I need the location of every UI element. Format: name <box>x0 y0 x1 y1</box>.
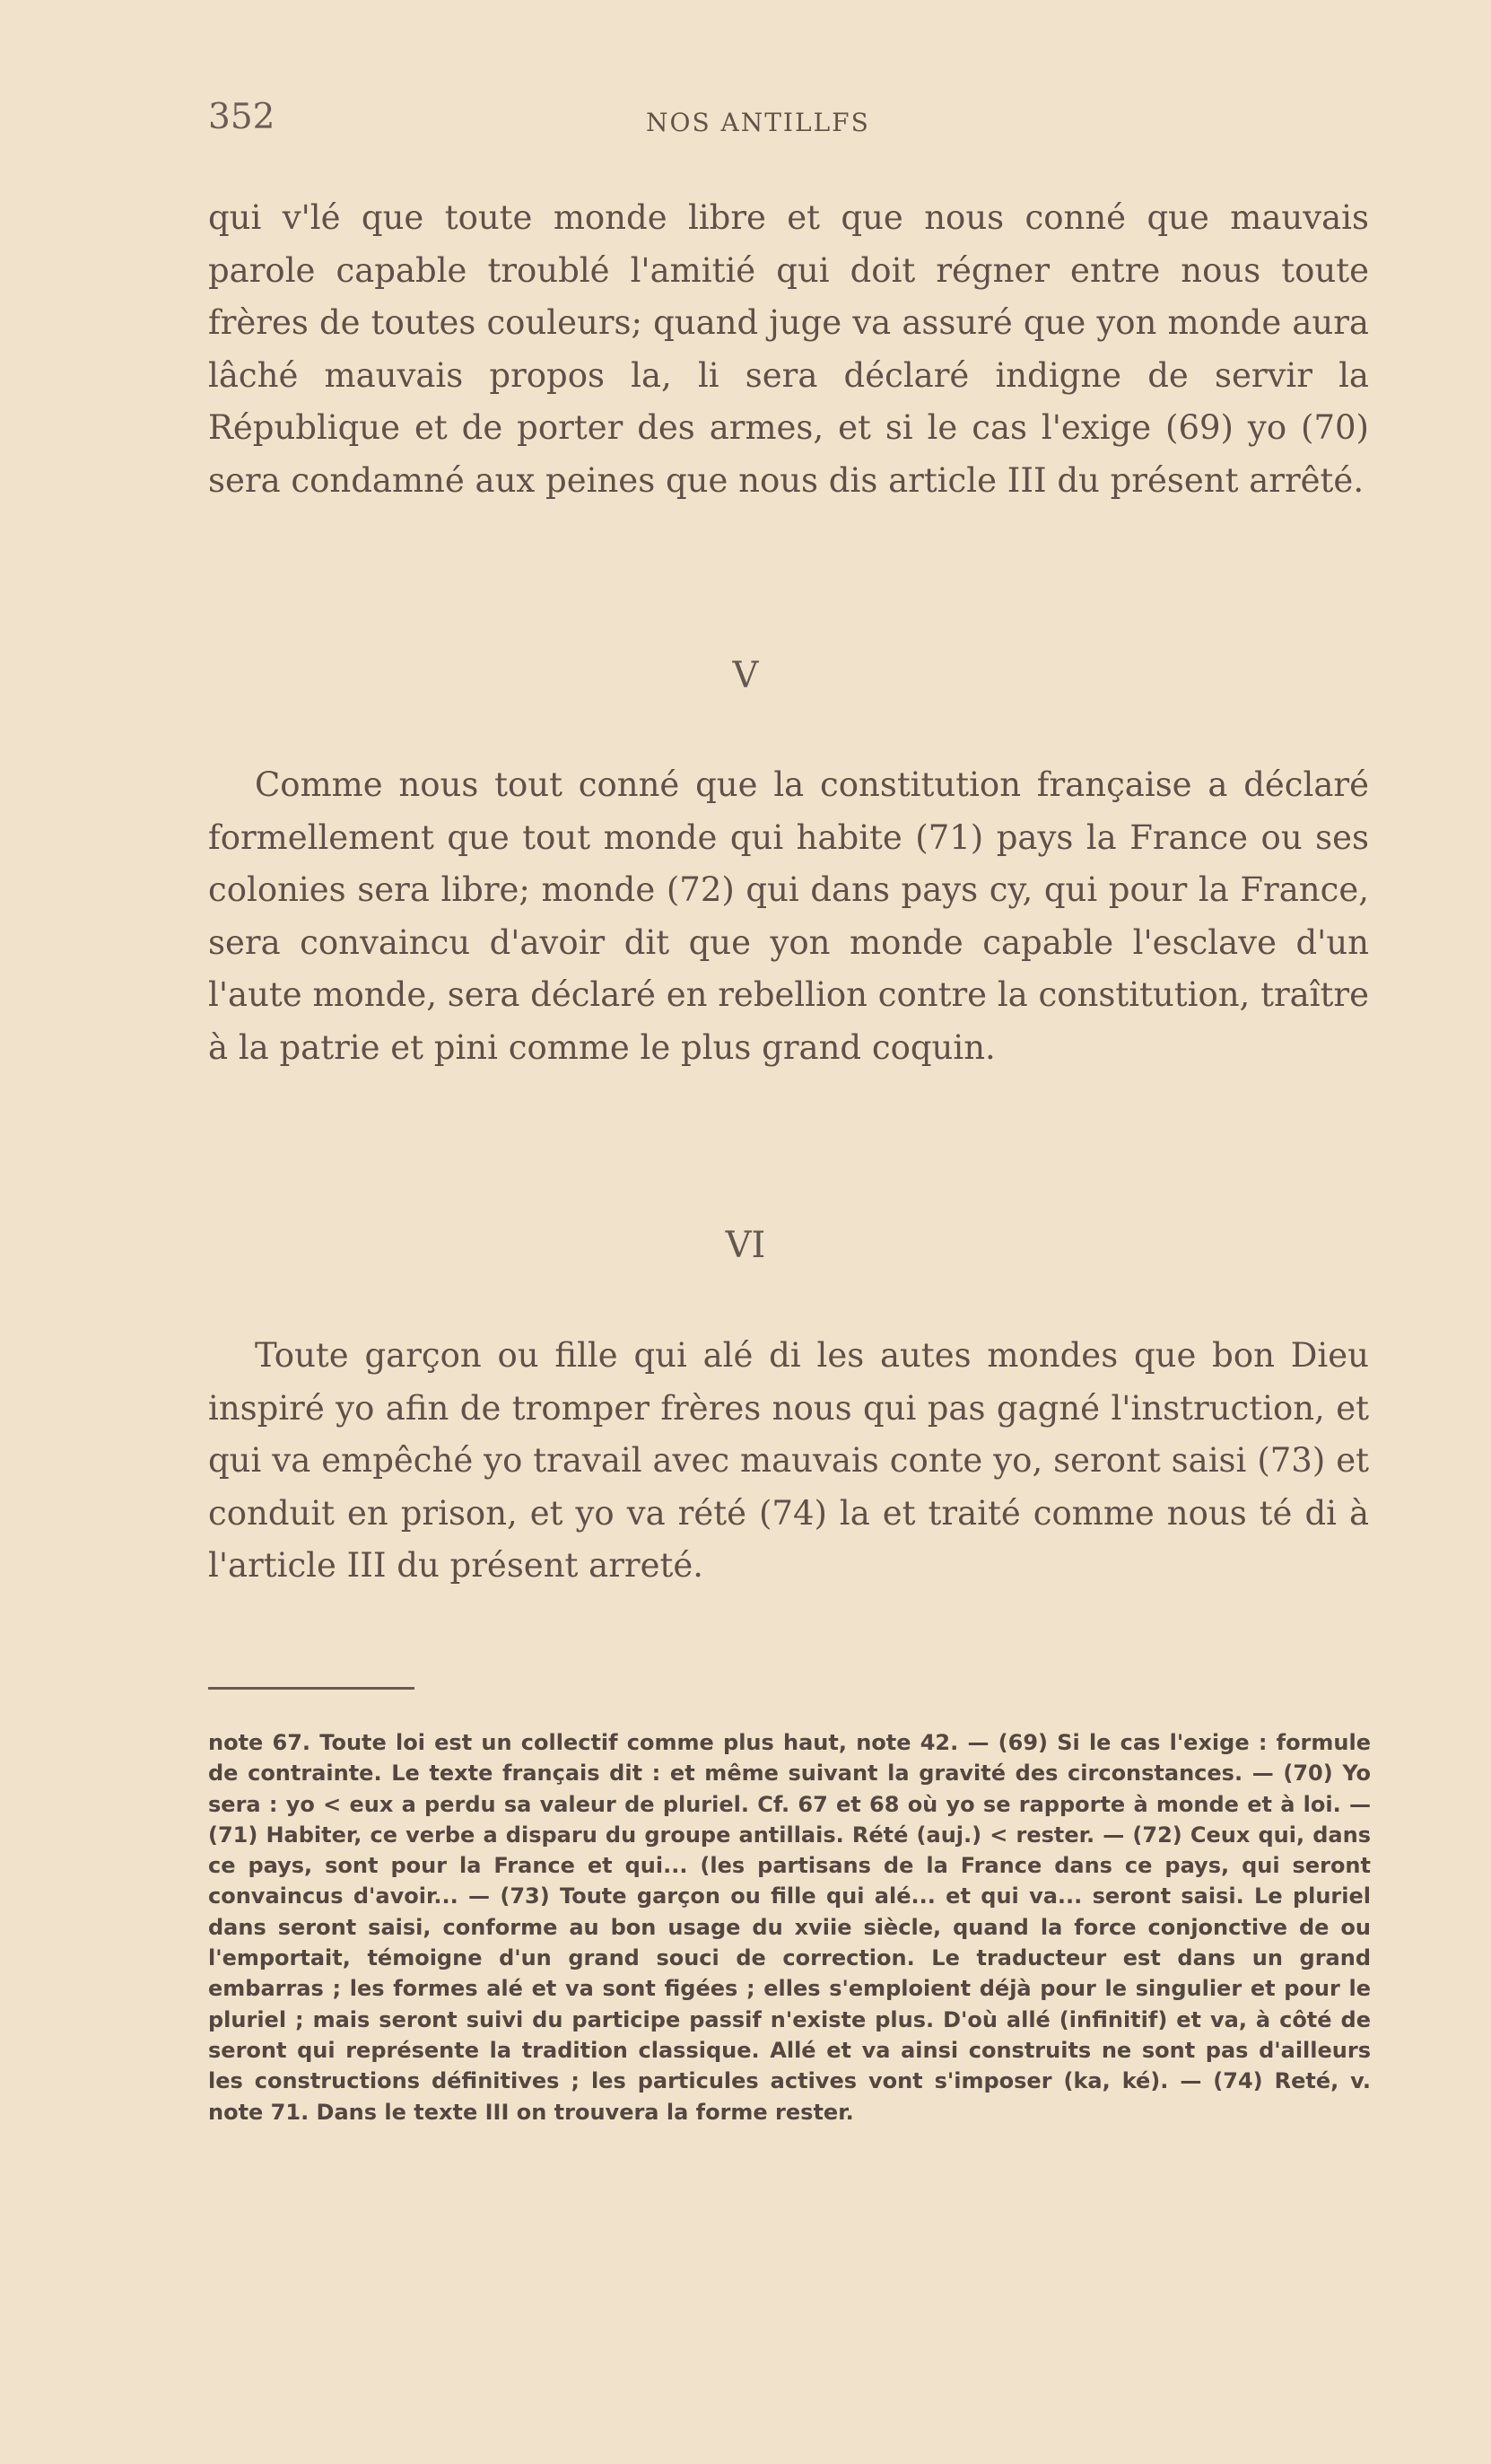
paragraph-section-v: Comme nous tout conné que la constitution française a déclaré formellement que tout monde qui habite (71) pays la France ou ses colonies sera libre; monde (72) qui dans pays cy, qui pour la France, sera convaincu d'avoir dit que yon monde capable l'esclave d'un l'aute monde, sera déclaré en rebellion contre la constitution, traître à la patrie et pini comme le plus grand coquin. <box>208 765 1369 1067</box>
footnote-separator <box>208 1687 414 1690</box>
section-heading-v: V <box>732 655 759 696</box>
footnote-block: note 67. Toute loi est un collectif comme plus haut, note 42. — (69) Si le cas l'exige : formule de contrainte. Le texte français dit : et même suivant la gravité des circonstances. — (70) Yo sera : yo < eux a perdu sa valeur de pluriel. Cf. 67 et 68 où yo se rapporte à monde et à loi. — (71) Habiter, ce verbe a disparu du groupe antillais. Rété (auj.) < rester. — (72) Ceux qui, dans ce pays, sont pour la France et qui... (les partisans de la France dans ce pays, qui seront convaincus d'avoir... — (73) Toute garçon ou fille qui alé... et qui va... seront saisi. Le pluriel dans seront saisi, conforme au bon usage du xviie siècle, quand la force conjonctive de ou l'emportait, témoigne d'un grand souci de correction. Le traducteur est dans un grand embarras ; les formes alé et va sont figées ; elles s'emploient déjà pour le singulier et pour le pluriel ; mais seront suivi du participe passif n'existe plus. D'où allé (infinitif) et va, à côté de seront qui représente la tradition classique. Allé et va ainsi construits ne sont pas d'ailleurs les constructions définitives ; les particules actives vont s'imposer (ka, ké). — (74) Reté, v. note 71. Dans le texte III on trouvera la forme rester. <box>208 1730 1371 2125</box>
page-number: 352 <box>208 97 275 137</box>
section-heading-vi: VI <box>725 1225 766 1266</box>
paragraph-section-vi: Toute garçon ou fille qui alé di les autes mondes que bon Dieu inspiré yo afin de tromper frères nous qui pas gagné l'instruction, et qui va empêché yo travail avec mauvais conte yo, seront saisi (73) et conduit en prison, et yo va rété (74) la et traité comme nous té di à l'article III du présent arreté. <box>208 1336 1369 1585</box>
paragraph-intro: qui v'lé que toute monde libre et que nous conné que mauvais parole capable troublé l'amitié qui doit régner entre nous toute frères de toutes couleurs; quand juge va assuré que yon monde aura lâché mauvais propos la, li sera déclaré indigne de servir la République et de porter des armes, et si le cas l'exige (69) yo (70) sera condamné aux peines que nous dis article III du présent arrêté. <box>208 198 1369 500</box>
running-title: NOS ANTILLFS <box>646 108 870 137</box>
